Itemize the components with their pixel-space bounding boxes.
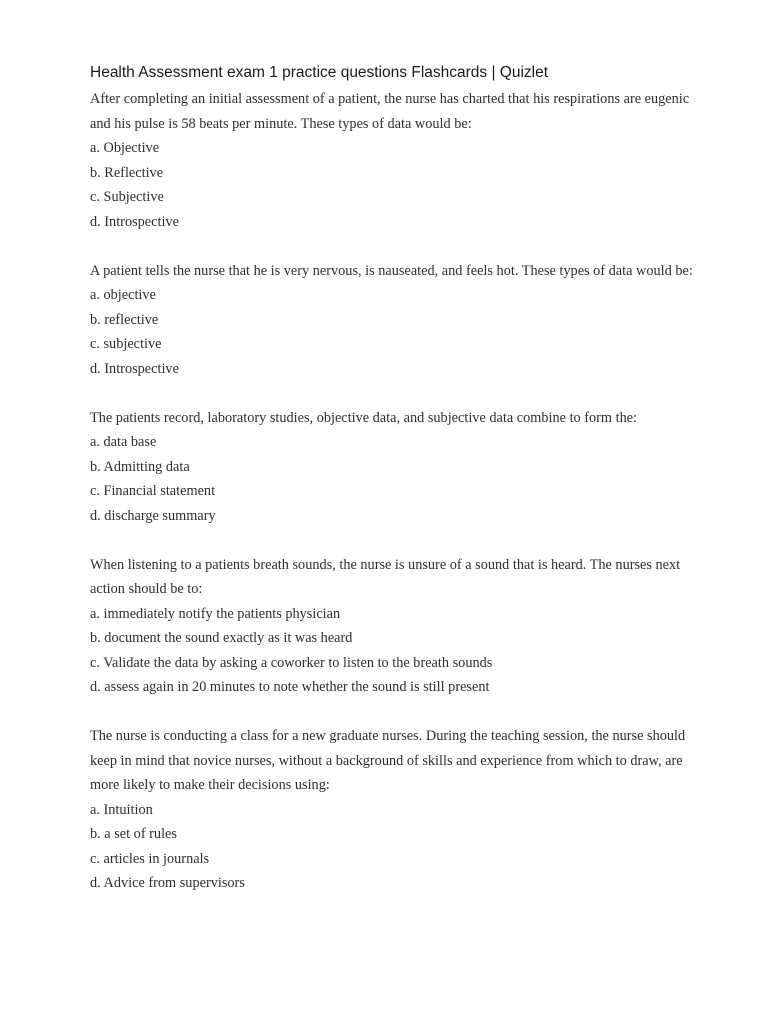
question-stem: more likely to make their decisions using:	[90, 777, 330, 793]
answer-option: d. Introspective	[90, 213, 179, 230]
question-3	[90, 406, 690, 529]
answer-option: b. Admitting data	[90, 458, 190, 475]
question-stem: The nurse is conducting a class for a new graduate nurses. During the teaching session, the nurse should	[90, 728, 686, 744]
question-2	[90, 259, 693, 382]
answer-option: c. Subjective	[90, 189, 164, 205]
answer-option: b. a set of rules	[90, 826, 177, 842]
document-title: Health Assessment exam 1 practice questions Flashcards | Quizlet	[90, 64, 549, 81]
question-5	[90, 724, 690, 896]
answer-option: a. Intuition	[90, 801, 153, 818]
answer-option: a. objective	[90, 287, 156, 303]
question-1	[90, 87, 690, 234]
answer-option: d. discharge summary	[90, 507, 216, 524]
answer-option: c. Validate the data by asking a coworker to listen to the breath sounds	[90, 654, 493, 671]
question-4	[90, 553, 690, 700]
question-stem: When listening to a patients breath sounds, the nurse is unsure of a sound that is heard. The nurses next	[90, 556, 681, 573]
answer-option: c. articles in journals	[90, 850, 210, 867]
answer-option: d. Advice from supervisors	[90, 875, 245, 891]
answer-option: b. document the sound exactly as it was heard	[90, 630, 353, 646]
answer-option: b. reflective	[90, 311, 159, 328]
answer-option: b. Reflective	[90, 164, 164, 181]
answer-option: c. Financial statement	[90, 483, 216, 499]
question-stem: A patient tells the nurse that he is very nervous, is nauseated, and feels hot. These types of data would be:	[90, 262, 693, 279]
answer-option: d. Introspective	[90, 360, 179, 377]
question-stem: The patients record, laboratory studies, objective data, and subjective data combine to form the:	[90, 409, 638, 426]
question-stem: and his pulse is 58 beats per minute. These types of data would be:	[90, 115, 472, 132]
document-page	[90, 58, 693, 920]
question-stem: keep in mind that novice nurses, without a background of skills and experience from which to draw, are	[90, 752, 683, 769]
answer-option: a. immediately notify the patients physician	[90, 605, 341, 622]
answer-option: d. assess again in 20 minutes to note whether the sound is still present	[90, 679, 490, 695]
question-stem: action should be to:	[90, 581, 203, 597]
answer-option: c. subjective	[90, 336, 162, 352]
question-stem: After completing an initial assessment of a patient, the nurse has charted that his respirations are eugenic	[90, 91, 690, 107]
answer-option: a. data base	[90, 434, 157, 450]
answer-option: a. Objective	[90, 140, 160, 156]
